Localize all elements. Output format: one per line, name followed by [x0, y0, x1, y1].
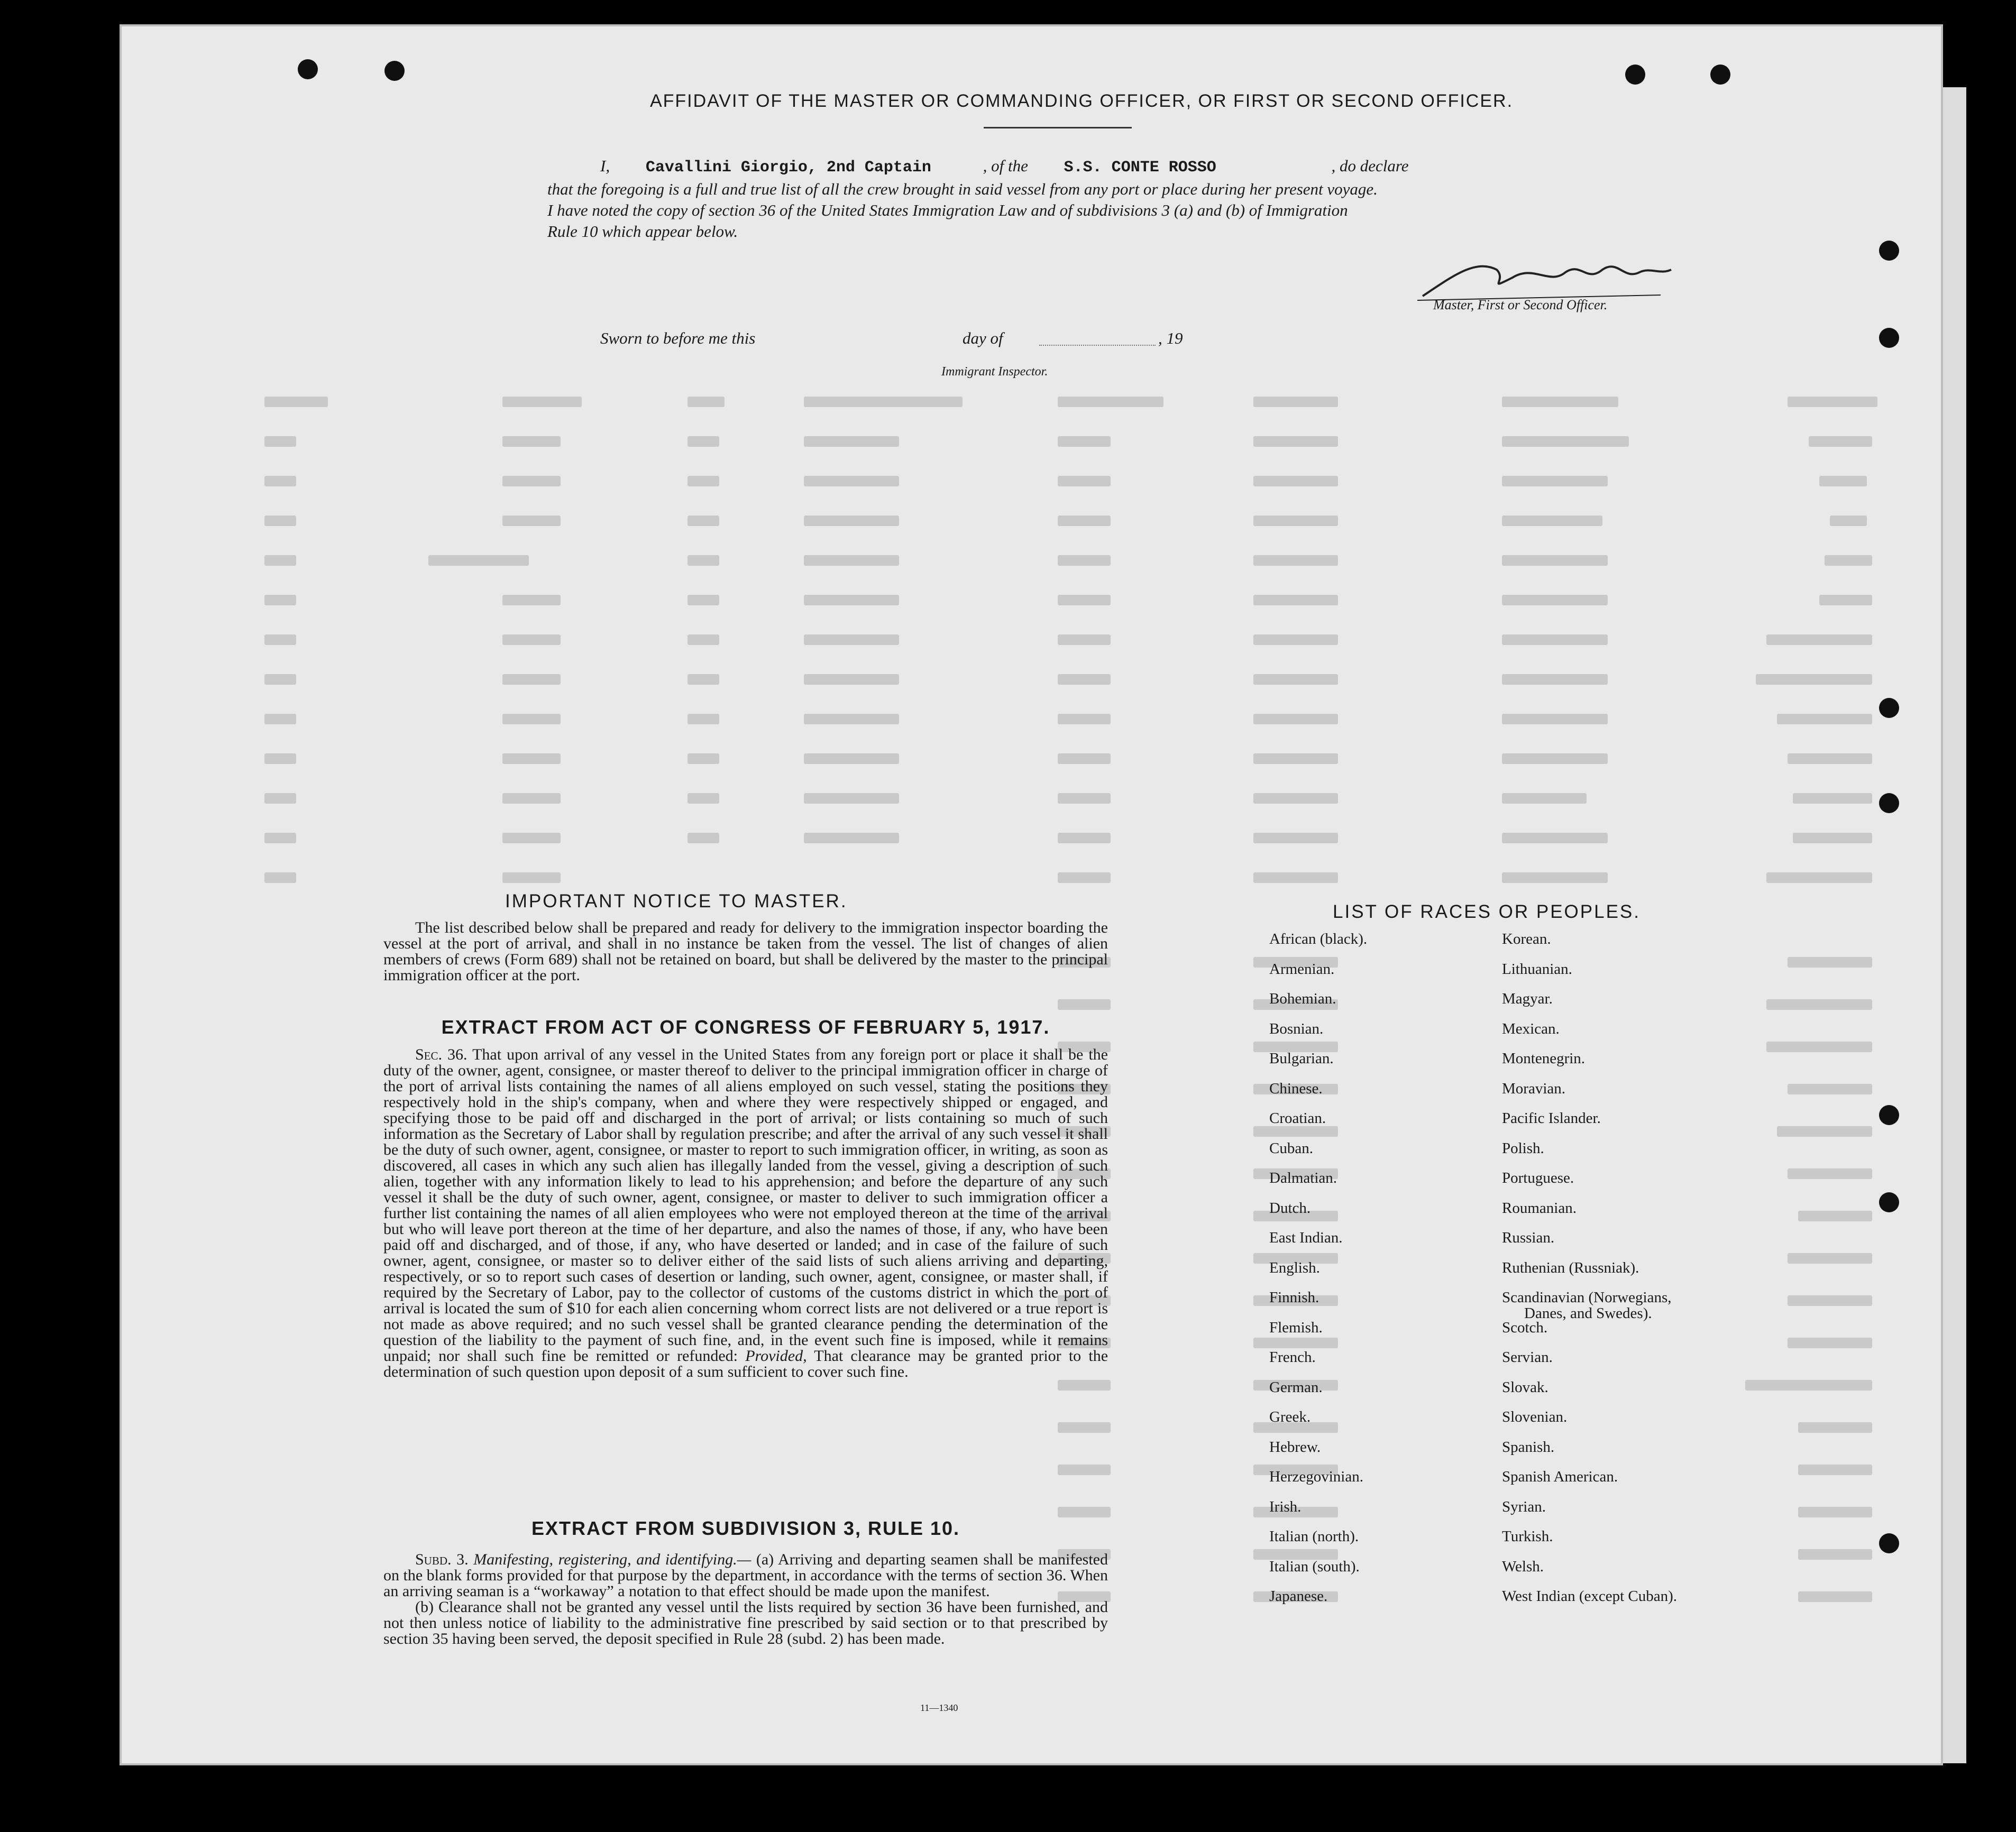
notice-paragraph: The list described below shall be prepared and ready for delivery to the immigration inspector boarding the vessel at the port of arrival, and shall in no instance be taken from the vessel. The list of changes of alien members of crews (Form 689) shall not be retained on board, but shall be delivered by the master to the principal immigration officer at the port.: [383, 919, 1108, 984]
race-item: Ruthenian (Russniak).: [1502, 1259, 1639, 1276]
races-title: LIST OF RACES OR PEOPLES.: [1333, 901, 1641, 922]
sworn-year-label: , 19: [1158, 329, 1183, 347]
races-right-column: [1502, 931, 1777, 1671]
race-item: Syrian.: [1502, 1498, 1546, 1515]
sworn-day-line: [1039, 345, 1156, 346]
punch-hole: [1879, 328, 1899, 348]
race-item: Magyar.: [1502, 990, 1553, 1007]
affidavit-declare: , do declare: [1331, 156, 1409, 175]
race-item: African (black).: [1269, 931, 1368, 947]
race-item: Danes, and Swedes).: [1524, 1305, 1652, 1322]
extract-rule-title: EXTRACT FROM SUBDIVISION 3, RULE 10.: [531, 1517, 960, 1539]
subd-b-paragraph: (b) Clearance shall not be granted any vessel until the lists required by section 36 have been furnished, and not then unless notice of liability to the administrative fine prescribed by said section or to that prescribed by section 35 having been served, the deposit specified in Rule 28 (subd. 2) has been made.: [383, 1598, 1108, 1647]
affidavit-prefix: I,: [600, 156, 610, 175]
race-item: Flemish.: [1269, 1319, 1323, 1336]
affidavit-line-3: I have noted the copy of section 36 of the United States Immigration Law and of subdivisions 3 (a) and (b) of Immigration: [547, 201, 1348, 219]
race-item: Scandinavian (Norwegians,: [1502, 1289, 1672, 1306]
document-page: [122, 26, 1941, 1763]
form-number: 11—1340: [920, 1702, 958, 1713]
race-item: Bohemian.: [1269, 990, 1336, 1007]
race-item: Chinese.: [1269, 1080, 1323, 1097]
race-item: West Indian (except Cuban).: [1502, 1588, 1678, 1605]
punch-hole: [1879, 698, 1899, 718]
race-item: Armenian.: [1269, 960, 1335, 978]
race-item: Croatian.: [1269, 1110, 1326, 1127]
race-item: Turkish.: [1502, 1528, 1553, 1545]
race-item: Italian (south).: [1269, 1558, 1360, 1575]
sworn-day-label: day of: [963, 329, 1003, 347]
race-item: Herzegovinian.: [1269, 1468, 1363, 1485]
subd-a-text: (a) Arriving and departing seamen shall be manifested on the blank forms provided for that purpose by the department, in accordance with the terms of section 36. When an arriving seaman is a “workaway” a notation to that effect should be made upon the manifest.: [383, 1551, 1108, 1600]
race-item: Japanese.: [1269, 1588, 1328, 1605]
race-item: Mexican.: [1502, 1020, 1560, 1037]
race-item: Dutch.: [1269, 1199, 1311, 1217]
race-item: Roumanian.: [1502, 1199, 1577, 1217]
inspector-caption: Immigrant Inspector.: [941, 365, 1048, 379]
race-item: Korean.: [1502, 931, 1551, 947]
race-item: Irish.: [1269, 1498, 1302, 1515]
race-item: Spanish American.: [1502, 1468, 1618, 1485]
affidavit-of-the: , of the: [983, 156, 1028, 175]
extract-rule-text: [383, 1552, 1108, 1647]
sworn-label: Sworn to before me this: [600, 329, 756, 347]
punch-hole: [1879, 793, 1899, 813]
extract-act-title: EXTRACT FROM ACT OF CONGRESS OF FEBRUARY 5, 1917.: [441, 1016, 1050, 1038]
race-item: French.: [1269, 1349, 1316, 1366]
officer-name: Cavallini Giorgio, 2nd Captain: [645, 159, 931, 177]
sec-label: Sec. 36.: [415, 1046, 468, 1063]
punch-hole: [1879, 241, 1899, 261]
sec-text: That upon arrival of any vessel in the United States from any foreign port or place it shall be the duty of the owner, agent, consignee, or master thereof to deliver to the principal immigration officer in charge of the port of arrival lists containing the names of all aliens employed on such vessel, stating the positions they respectively hold in the ship's company, when and where they were respectively shipped or engaged, and specifying those to be paid off and discharged in the port of arrival; or lists containing so much of such information as the Secretary of Labor shall by regulation prescribe; and after the arrival of any such vessel it shall be the duty of such owner, agent, consignee, or master to report to such immigration officer, in writing, as soon as discovered, all cases in which any such alien has illegally landed from the vessel, giving a description of such alien, together with any information likely to lead to his apprehension; and before the departure of any such vessel it shall be the duty of such owner, agent, consignee, or master to deliver to such immigration officer a further list containing the names of all alien employees who were not employed thereon at the time of the arrival but who will leave port thereon at the time of her departure, and also the names of those, if any, who have been paid off and discharged, and of those, if any, who have deserted or landed; and in case of the failure of such owner, agent, consignee, or master so to deliver either of the said lists of such aliens arriving and departing, respectively, or so to report such cases of desertion or landing, such owner, agent, consignee, or master shall, if required by the Secretary of Labor, pay to the collector of customs of the customs district in which the port of arrival is located the sum of $10 for each alien concerning whom correct lists are not delivered or a true report is not made as above required; and no such vessel shall be granted clearance pending the determination of the question of the liability to the payment of such fine, and, in the event such fine is imposed, while it remains unpaid; nor shall such fine be remitted or refunded:: [383, 1046, 1108, 1365]
race-item: Montenegrin.: [1502, 1050, 1586, 1067]
vessel-name: S.S. CONTE ROSSO: [1064, 159, 1216, 177]
extract-act-text: [383, 1047, 1108, 1380]
notice-title: IMPORTANT NOTICE TO MASTER.: [505, 891, 848, 912]
race-item: Scotch.: [1502, 1319, 1548, 1336]
race-item: Moravian.: [1502, 1080, 1565, 1097]
signature-caption: Master, First or Second Officer.: [1433, 297, 1608, 312]
race-item: Bulgarian.: [1269, 1050, 1334, 1067]
race-item: Spanish.: [1502, 1438, 1555, 1456]
race-item: Italian (north).: [1269, 1528, 1359, 1545]
race-item: Polish.: [1502, 1139, 1544, 1157]
affidavit-line-4: Rule 10 which appear below.: [547, 222, 738, 241]
sec-text-end: That clearance may be granted prior to the determination of such question upon deposit of a sum sufficient to cover such fine.: [383, 1347, 1108, 1380]
affidavit-title: AFFIDAVIT OF THE MASTER OR COMMANDING OFFICER, OR FIRST OR SECOND OFFICER.: [649, 91, 1514, 111]
race-item: Slovak.: [1502, 1378, 1548, 1396]
race-item: Pacific Islander.: [1502, 1110, 1601, 1127]
provided-label: Provided,: [745, 1347, 807, 1365]
race-item: German.: [1269, 1378, 1323, 1396]
title-rule: [984, 127, 1132, 128]
race-item: Welsh.: [1502, 1558, 1544, 1575]
punch-hole: [1879, 1192, 1899, 1212]
affidavit-line-1: [600, 156, 1409, 177]
races-left-column: [1269, 931, 1491, 1671]
affidavit-line-2: that the foregoing is a full and true list of all the crew brought in said vessel from any port or place during her present voyage.: [547, 180, 1378, 198]
punch-hole: [1625, 65, 1645, 85]
race-item: Hebrew.: [1269, 1438, 1321, 1456]
extract-act-paragraph: [383, 1047, 1108, 1380]
notice-text: [383, 920, 1108, 983]
subd-label: Subd. 3.: [415, 1551, 469, 1568]
race-item: Portuguese.: [1502, 1170, 1574, 1186]
subd-a-paragraph: [383, 1552, 1108, 1599]
race-item: Servian.: [1502, 1349, 1553, 1366]
race-item: Finnish.: [1269, 1289, 1319, 1306]
punch-hole: [1710, 65, 1730, 85]
race-item: Cuban.: [1269, 1139, 1313, 1157]
race-item: Lithuanian.: [1502, 960, 1572, 978]
punch-hole: [1879, 1105, 1899, 1125]
race-item: Dalmatian.: [1269, 1170, 1337, 1186]
race-item: Slovenian.: [1502, 1408, 1568, 1425]
punch-hole: [298, 59, 318, 79]
race-item: Bosnian.: [1269, 1020, 1324, 1037]
race-item: East Indian.: [1269, 1229, 1343, 1246]
punch-hole: [1879, 1533, 1899, 1553]
subd-caption: Manifesting, registering, and identifying.—: [473, 1551, 752, 1568]
race-item: Greek.: [1269, 1408, 1311, 1425]
race-item: English.: [1269, 1259, 1320, 1276]
punch-hole: [384, 61, 405, 81]
race-item: Russian.: [1502, 1229, 1555, 1246]
